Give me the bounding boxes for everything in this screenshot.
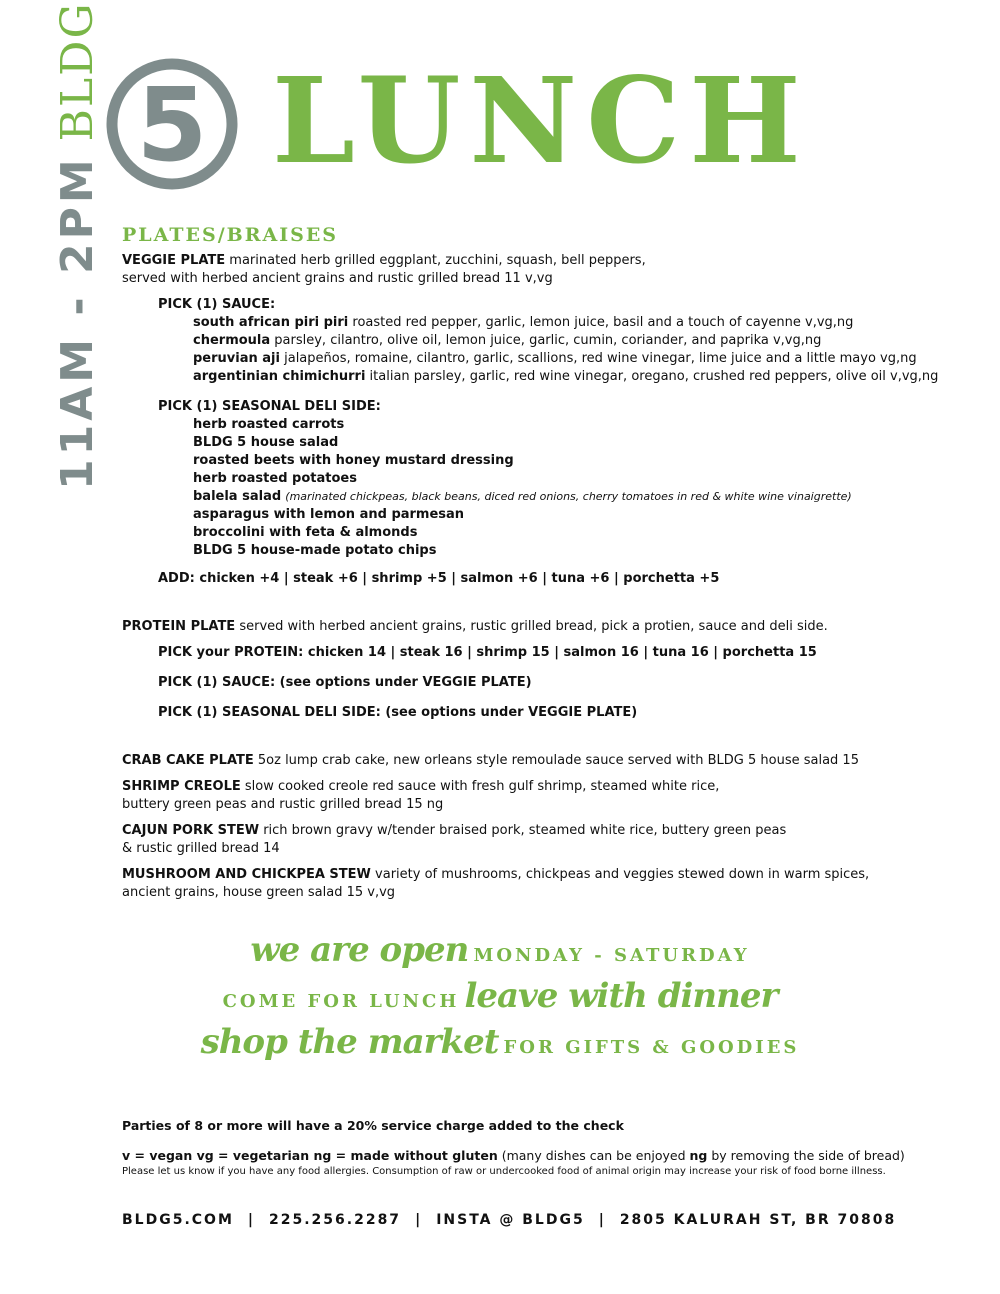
cajun-pork-desc2: & rustic grilled bread 14 bbox=[122, 841, 280, 856]
sauce-desc: parsley, cilantro, olive oil, lemon juice, garlic, cumin, coriander, and paprika v,vg,ng bbox=[274, 333, 822, 348]
menu-content bbox=[122, 226, 982, 902]
veggie-plate-name: VEGGIE PLATE bbox=[122, 253, 226, 268]
veggie-plate-desc1: marinated herb grilled eggplant, zucchini, squash, bell peppers, bbox=[229, 253, 646, 268]
crab-cake-desc: 5oz lump crab cake, new orleans style remoulade sauce served with BLDG 5 house salad 15 bbox=[257, 753, 859, 768]
mushroom-stew-desc1: variety of mushrooms, chickpeas and veggies stewed down in warm spices, bbox=[375, 867, 870, 882]
footer-separator: | bbox=[598, 1212, 606, 1228]
deli-side-item: BLDG 5 house-made potato chips bbox=[193, 543, 437, 558]
hours-text: 11AM - 2PM bbox=[52, 155, 103, 490]
veggie-plate-line1 bbox=[122, 252, 982, 270]
bldg5-logo-icon bbox=[104, 56, 240, 192]
crab-cake-name: CRAB CAKE PLATE bbox=[122, 753, 254, 768]
diet-legend bbox=[122, 1148, 982, 1163]
diet-legend-codes: v = vegan vg = vegetarian ng = made without gluten bbox=[122, 1148, 498, 1163]
sauce-item bbox=[193, 368, 982, 386]
promo-caps: MONDAY - SATURDAY bbox=[473, 945, 750, 966]
cajun-pork-name: CAJUN PORK STEW bbox=[122, 823, 260, 838]
protein-plate-desc: served with herbed ancient grains, rustic grilled bread, pick a protien, sauce and deli side. bbox=[239, 619, 828, 634]
deli-side-label: PICK (1) SEASONAL DELI SIDE: bbox=[158, 399, 381, 414]
diet-legend-ng: ng bbox=[689, 1148, 708, 1163]
cajun-pork-line1 bbox=[122, 822, 982, 840]
protein-plate-name: PROTEIN PLATE bbox=[122, 619, 236, 634]
add-protein-line: ADD: chicken +4 | steak +6 | shrimp +5 | salmon +6 | tuna +6 | porchetta +5 bbox=[158, 571, 720, 586]
sauce-item bbox=[193, 350, 982, 368]
sauce-item bbox=[193, 332, 982, 350]
deli-side-name: balela salad bbox=[193, 489, 282, 504]
deli-side-item: roasted beets with honey mustard dressing bbox=[193, 453, 514, 468]
veggie-plate-desc2: served with herbed ancient grains and rustic grilled bread 11 v,vg bbox=[122, 271, 553, 286]
sauce-name: south african piri piri bbox=[193, 315, 349, 330]
mushroom-stew-name: MUSHROOM AND CHICKPEA STEW bbox=[122, 867, 371, 882]
sauce-desc: roasted red pepper, garlic, lemon juice, basil and a touch of cayenne v,vg,ng bbox=[352, 315, 854, 330]
protein-plate-line bbox=[122, 618, 982, 636]
deli-side-item: herb roasted potatoes bbox=[193, 471, 357, 486]
deli-side-item: broccolini with feta & almonds bbox=[193, 525, 418, 540]
section-heading: PLATES/BRAISES bbox=[122, 224, 339, 246]
deli-side-item: BLDG 5 house salad bbox=[193, 435, 339, 450]
promo-script: we are open bbox=[250, 930, 469, 970]
pick-protein-line: PICK your PROTEIN: chicken 14 | steak 16 | shrimp 15 | salmon 16 | tuna 16 | porchetta 15 bbox=[158, 645, 817, 660]
promo-line-1 bbox=[0, 930, 1000, 970]
promo-line-2 bbox=[0, 976, 1000, 1016]
deli-side-item: herb roasted carrots bbox=[193, 417, 345, 432]
page-title: LUNCH bbox=[272, 51, 810, 190]
promo-script: leave with dinner bbox=[464, 976, 778, 1016]
shrimp-creole-desc2: buttery green peas and rustic grilled bread 15 ng bbox=[122, 797, 444, 812]
side-brand: BLDG bbox=[52, 1, 103, 142]
footer-separator: | bbox=[415, 1212, 423, 1228]
sauce-name: argentinian chimichurri bbox=[193, 369, 366, 384]
sauce-name: peruvian aji bbox=[193, 351, 280, 366]
promo-caps: FOR GIFTS & GOODIES bbox=[503, 1037, 800, 1058]
mushroom-stew-desc2: ancient grains, house green salad 15 v,vg bbox=[122, 885, 396, 900]
service-charge-note: Parties of 8 or more will have a 20% service charge added to the check bbox=[122, 1118, 624, 1133]
crab-cake-line bbox=[122, 752, 982, 770]
side-banner bbox=[52, 1, 103, 490]
footer-address: 2805 KALURAH ST, BR 70808 bbox=[619, 1212, 897, 1228]
allergy-note: Please let us know if you have any food allergies. Consumption of raw or undercooked food of animal origin may increase your risk of food borne illness. bbox=[122, 1166, 886, 1177]
sauce-name: chermoula bbox=[193, 333, 271, 348]
promo-caps: COME FOR LUNCH bbox=[222, 991, 460, 1012]
footer-instagram[interactable]: INSTA @ BLDG5 bbox=[436, 1212, 585, 1228]
promo-line-3 bbox=[0, 1022, 1000, 1062]
sauce-item bbox=[193, 314, 982, 332]
shrimp-creole-name: SHRIMP CREOLE bbox=[122, 779, 241, 794]
footer-phone[interactable]: 225.256.2287 bbox=[269, 1212, 402, 1228]
footer-separator: | bbox=[247, 1212, 255, 1228]
sauce-desc: jalapeños, romaine, cilantro, garlic, scallions, red wine vinegar, lime juice and a little mayo vg,ng bbox=[284, 351, 917, 366]
diet-legend-text-b: by removing the side of bread) bbox=[711, 1148, 905, 1163]
sauce-label: PICK (1) SAUCE: bbox=[158, 297, 276, 312]
pick-sauce-line: PICK (1) SAUCE: (see options under VEGGIE PLATE) bbox=[158, 675, 532, 690]
shrimp-creole-desc1: slow cooked creole red sauce with fresh gulf shrimp, steamed white rice, bbox=[244, 779, 720, 794]
balela-note: (marinated chickpeas, black beans, diced red onions, cherry tomatoes in red & white wine vinaigrette) bbox=[285, 490, 852, 503]
footer-website[interactable]: BLDG5.COM bbox=[122, 1212, 234, 1228]
deli-side-item bbox=[193, 488, 982, 506]
logo-number: 5 bbox=[136, 66, 208, 185]
cajun-pork-desc1: rich brown gravy w/tender braised pork, steamed white rice, buttery green peas bbox=[263, 823, 787, 838]
sauce-desc: italian parsley, garlic, red wine vinegar, oregano, crushed red peppers, olive oil v,vg,ng bbox=[365, 369, 939, 384]
footer bbox=[122, 1212, 896, 1228]
pick-side-line: PICK (1) SEASONAL DELI SIDE: (see options under VEGGIE PLATE) bbox=[158, 705, 638, 720]
diet-legend-text-a: (many dishes can be enjoyed bbox=[501, 1148, 686, 1163]
mushroom-stew-line1 bbox=[122, 866, 982, 884]
deli-side-item: asparagus with lemon and parmesan bbox=[193, 507, 465, 522]
promo-script: shop the market bbox=[200, 1022, 499, 1062]
shrimp-creole-line1 bbox=[122, 778, 982, 796]
